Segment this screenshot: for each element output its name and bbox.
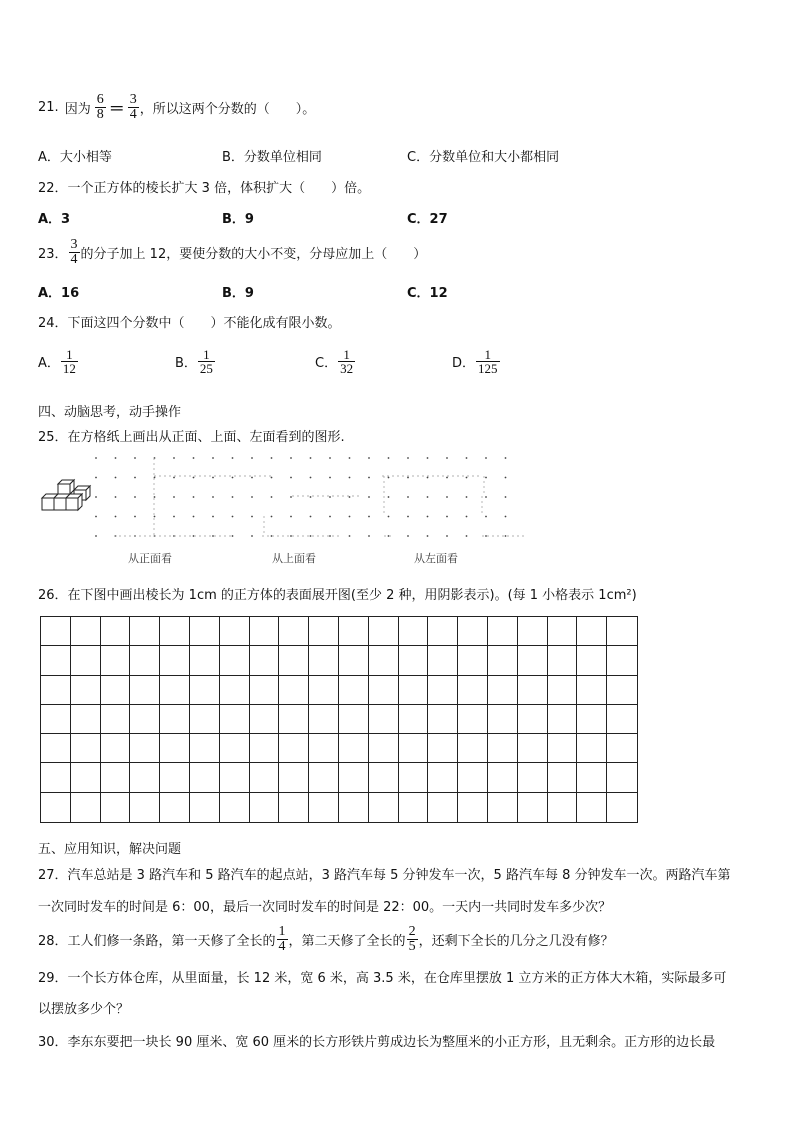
grid-dot bbox=[193, 516, 195, 518]
grid-dot bbox=[505, 477, 507, 479]
grid-dot bbox=[290, 477, 292, 479]
grid-dot bbox=[485, 457, 487, 459]
grid-cell[interactable] bbox=[339, 734, 369, 763]
grid-dot bbox=[466, 496, 468, 498]
question-27-line-2: 一次同时发车的时间是 6：00，最后一次同时发车的时间是 22：00。一天内一共同时发车多少次？ bbox=[38, 900, 612, 915]
grid-dot bbox=[251, 496, 253, 498]
grid-cell[interactable] bbox=[548, 646, 578, 675]
fraction: $\frac{1}{12}$ bbox=[62, 347, 76, 376]
grid-dot bbox=[193, 496, 195, 498]
grid-dot bbox=[271, 457, 273, 459]
grid-cell[interactable] bbox=[130, 646, 160, 675]
grid-cell[interactable] bbox=[607, 676, 637, 705]
grid-dot bbox=[329, 457, 331, 459]
grid-cell[interactable] bbox=[41, 793, 71, 822]
grid-dot bbox=[466, 477, 468, 479]
option-b: B．分数单位相同 bbox=[222, 150, 322, 165]
grid-dot bbox=[310, 477, 312, 479]
fraction: $\frac{1}{32}$ bbox=[340, 347, 354, 376]
grid-dot bbox=[427, 496, 429, 498]
fraction: $\frac{1}{25}$ bbox=[199, 347, 213, 376]
grid-cell[interactable] bbox=[220, 705, 250, 734]
option-c: C． $\frac{1}{32}$ bbox=[315, 347, 354, 376]
grid-dot bbox=[427, 535, 429, 537]
fraction: $\frac{2}{5}$ bbox=[408, 923, 416, 954]
option-a: A． $\frac{1}{12}$ bbox=[38, 347, 76, 376]
option-a: A．3 bbox=[38, 212, 71, 227]
question-24: 24．下面这四个分数中（ ）不能化成有限小数。 bbox=[38, 316, 341, 331]
grid-cell[interactable] bbox=[279, 617, 309, 646]
option-a: A．大小相等 bbox=[38, 150, 112, 165]
grid-cell[interactable] bbox=[220, 646, 250, 675]
grid-dot bbox=[349, 516, 351, 518]
grid-dot bbox=[349, 457, 351, 459]
grid-dot bbox=[95, 516, 97, 518]
grid-cell[interactable] bbox=[458, 646, 488, 675]
grid-dot bbox=[251, 457, 253, 459]
grid-cell[interactable] bbox=[369, 734, 399, 763]
grid-cell[interactable] bbox=[428, 705, 458, 734]
grid-cell[interactable] bbox=[220, 676, 250, 705]
grid-dot bbox=[134, 496, 136, 498]
grid-dot bbox=[173, 496, 175, 498]
grid-cell[interactable] bbox=[160, 676, 190, 705]
question-30-line-1: 30．李东东要把一块长 90 厘米、宽 60 厘米的长方形铁片剪成边长为整厘米的小正方形，且无剩余。正方形的边长最 bbox=[38, 1035, 716, 1050]
grid-cell[interactable] bbox=[577, 676, 607, 705]
grid-cell[interactable] bbox=[518, 617, 548, 646]
grid-dot bbox=[154, 516, 156, 518]
grid-dot bbox=[466, 535, 468, 537]
question-text-pre: 因为 bbox=[64, 101, 91, 117]
grid-cell[interactable] bbox=[369, 646, 399, 675]
grid-cell[interactable] bbox=[428, 617, 458, 646]
grid-dot bbox=[290, 457, 292, 459]
grid-cell[interactable] bbox=[309, 763, 339, 792]
fraction: $\frac{6}{8}$ bbox=[96, 91, 104, 122]
grid-cell[interactable] bbox=[577, 646, 607, 675]
grid-cell[interactable] bbox=[190, 617, 220, 646]
grid-dot bbox=[485, 477, 487, 479]
grid-cell[interactable] bbox=[577, 617, 607, 646]
grid-cell[interactable] bbox=[339, 676, 369, 705]
grid-cell[interactable] bbox=[488, 646, 518, 675]
grid-dot bbox=[368, 516, 370, 518]
fraction: $\frac{3}{4}$ bbox=[129, 91, 137, 122]
grid-dot bbox=[232, 457, 234, 459]
grid-cell[interactable] bbox=[518, 676, 548, 705]
grid-cell[interactable] bbox=[518, 763, 548, 792]
option-b: B． $\frac{1}{25}$ bbox=[175, 347, 213, 376]
grid-dot bbox=[388, 457, 390, 459]
grid-dot bbox=[290, 516, 292, 518]
grid-cell[interactable] bbox=[220, 763, 250, 792]
grid-cell[interactable] bbox=[518, 734, 548, 763]
grid-cell[interactable] bbox=[548, 793, 578, 822]
grid-cell[interactable] bbox=[41, 676, 71, 705]
grid-cell[interactable] bbox=[428, 646, 458, 675]
grid-cell[interactable] bbox=[41, 705, 71, 734]
grid-cell[interactable] bbox=[339, 617, 369, 646]
grid-dot bbox=[310, 516, 312, 518]
section-heading: 五、应用知识，解决问题 bbox=[38, 842, 182, 857]
grid-dot bbox=[349, 535, 351, 537]
grid-cell[interactable] bbox=[279, 676, 309, 705]
grid-dot bbox=[115, 516, 117, 518]
grid-dot bbox=[505, 496, 507, 498]
grid-cell[interactable] bbox=[160, 793, 190, 822]
grid-dot bbox=[485, 535, 487, 537]
grid-dot bbox=[446, 535, 448, 537]
option-b: B．9 bbox=[222, 286, 254, 301]
grid-cell[interactable] bbox=[101, 763, 131, 792]
grid-cell[interactable] bbox=[101, 793, 131, 822]
grid-dot bbox=[368, 477, 370, 479]
fraction: $\frac{1}{125}$ bbox=[478, 347, 498, 376]
grid-dot bbox=[271, 496, 273, 498]
grid-dot bbox=[485, 496, 487, 498]
grid-dot bbox=[407, 457, 409, 459]
grid-cell[interactable] bbox=[548, 676, 578, 705]
grid-dot bbox=[212, 516, 214, 518]
fraction: $\frac{1}{4}$ bbox=[278, 923, 286, 954]
grid-cell[interactable] bbox=[41, 646, 71, 675]
grid-dot bbox=[173, 477, 175, 479]
grid-cell[interactable] bbox=[190, 705, 220, 734]
question-29-line-2: 以摆放多少个？ bbox=[38, 1002, 130, 1017]
grid-cell[interactable] bbox=[458, 676, 488, 705]
grid-cell[interactable] bbox=[220, 793, 250, 822]
option-c: C．12 bbox=[407, 286, 448, 301]
grid-dot bbox=[251, 516, 253, 518]
grid-cell[interactable] bbox=[309, 734, 339, 763]
grid-dot bbox=[349, 496, 351, 498]
grid-dot bbox=[95, 477, 97, 479]
grid-cell[interactable] bbox=[101, 734, 131, 763]
grid-dot bbox=[115, 457, 117, 459]
grid-cell[interactable] bbox=[71, 734, 101, 763]
grid-dot bbox=[446, 516, 448, 518]
grid-cell[interactable] bbox=[458, 705, 488, 734]
grid-dot bbox=[329, 535, 331, 537]
question-number: 23． bbox=[38, 246, 68, 262]
grid-cell[interactable] bbox=[309, 793, 339, 822]
grid-dot bbox=[310, 457, 312, 459]
grid-dot bbox=[95, 496, 97, 498]
grid-dot bbox=[446, 496, 448, 498]
grid-cell[interactable] bbox=[607, 734, 637, 763]
grid-cell[interactable] bbox=[548, 617, 578, 646]
grid-cell[interactable] bbox=[71, 676, 101, 705]
grid-cell[interactable] bbox=[130, 793, 160, 822]
grid-dot bbox=[212, 496, 214, 498]
grid-cell[interactable] bbox=[250, 646, 280, 675]
grid-dot bbox=[232, 535, 234, 537]
grid-cell[interactable] bbox=[339, 705, 369, 734]
grid-cell[interactable] bbox=[190, 734, 220, 763]
grid-cell[interactable] bbox=[279, 646, 309, 675]
grid-dot bbox=[427, 516, 429, 518]
grid-dot bbox=[251, 477, 253, 479]
grid-dot bbox=[466, 516, 468, 518]
grid-cell[interactable] bbox=[130, 734, 160, 763]
option-d: D． $\frac{1}{125}$ bbox=[452, 347, 498, 376]
grid-dot bbox=[329, 516, 331, 518]
grid-cell[interactable] bbox=[518, 646, 548, 675]
grid-cell[interactable] bbox=[309, 617, 339, 646]
grid-cell[interactable] bbox=[160, 705, 190, 734]
grid-cell[interactable] bbox=[71, 705, 101, 734]
grid-cell[interactable] bbox=[428, 676, 458, 705]
grid-cell[interactable] bbox=[279, 763, 309, 792]
grid-cell[interactable] bbox=[488, 793, 518, 822]
grid-dot bbox=[485, 516, 487, 518]
grid-dot bbox=[134, 477, 136, 479]
grid-cell[interactable] bbox=[369, 763, 399, 792]
grid-dot bbox=[154, 496, 156, 498]
question-23 bbox=[38, 235, 426, 269]
grid-dot bbox=[446, 457, 448, 459]
equals-sign: ＝ bbox=[108, 98, 125, 118]
grid-cell[interactable] bbox=[160, 763, 190, 792]
grid-dot bbox=[388, 516, 390, 518]
question-text: 的分子加上 12，要使分数的大小不变，分母应加上（ ） bbox=[80, 246, 427, 262]
grid-cell[interactable] bbox=[607, 646, 637, 675]
caption-front-view: 从正面看 bbox=[128, 552, 172, 565]
grid-cell[interactable] bbox=[488, 676, 518, 705]
question-28: 28．工人们修一条路，第一天修了全长的 $\frac{1}{4}$ ，第二天修了全长的 $\frac{2}{5}$ ，还剩下全长的几分之几没有修？ bbox=[38, 923, 614, 954]
grid-cell[interactable] bbox=[458, 763, 488, 792]
grid-cell[interactable] bbox=[279, 705, 309, 734]
grid-cell[interactable] bbox=[577, 705, 607, 734]
question-number: 21. bbox=[38, 99, 59, 115]
grid-cell[interactable] bbox=[130, 705, 160, 734]
question-27-line-1: 27．汽车总站是 3 路汽车和 5 路汽车的起点站，3 路汽车每 5 分钟发车一次，5 路汽车每 8 分钟发车一次。两路汽车第 bbox=[38, 868, 731, 883]
grid-dot bbox=[232, 496, 234, 498]
fraction: $\frac{3}{4}$ bbox=[70, 236, 78, 267]
grid-cell[interactable] bbox=[101, 676, 131, 705]
grid-cell[interactable] bbox=[399, 617, 429, 646]
grid-dot bbox=[232, 477, 234, 479]
grid-cell[interactable] bbox=[130, 676, 160, 705]
grid-cell[interactable] bbox=[220, 734, 250, 763]
grid-cell[interactable] bbox=[488, 705, 518, 734]
question-25: 25．在方格纸上画出从正面、上面、左面看到的图形. bbox=[38, 430, 345, 445]
grid-dot bbox=[290, 535, 292, 537]
square-grid[interactable] bbox=[40, 616, 638, 823]
grid-cell[interactable] bbox=[160, 646, 190, 675]
grid-cell[interactable] bbox=[458, 617, 488, 646]
grid-cell[interactable] bbox=[160, 617, 190, 646]
grid-dot bbox=[134, 516, 136, 518]
grid-cell[interactable] bbox=[220, 617, 250, 646]
grid-cell[interactable] bbox=[41, 734, 71, 763]
grid-cell[interactable] bbox=[399, 676, 429, 705]
grid-cell[interactable] bbox=[41, 617, 71, 646]
grid-cell[interactable] bbox=[607, 793, 637, 822]
grid-dot bbox=[407, 516, 409, 518]
grid-cell[interactable] bbox=[488, 617, 518, 646]
grid-dot bbox=[368, 535, 370, 537]
grid-dot bbox=[173, 457, 175, 459]
grid-cell[interactable] bbox=[339, 763, 369, 792]
grid-cell[interactable] bbox=[428, 793, 458, 822]
grid-dot bbox=[310, 496, 312, 498]
grid-dot bbox=[329, 477, 331, 479]
cube-stack-figure bbox=[38, 476, 94, 518]
grid-dot bbox=[427, 457, 429, 459]
grid-cell[interactable] bbox=[71, 793, 101, 822]
grid-cell[interactable] bbox=[190, 646, 220, 675]
grid-cell[interactable] bbox=[250, 793, 280, 822]
question-29-line-1: 29．一个长方体仓库，从里面量，长 12 米，宽 6 米，高 3.5 米，在仓库里摆放 1 立方米的正方体大木箱，实际最多可 bbox=[38, 971, 727, 986]
grid-cell[interactable] bbox=[458, 734, 488, 763]
grid-cell[interactable] bbox=[250, 676, 280, 705]
grid-dot bbox=[505, 457, 507, 459]
option-a: A．16 bbox=[38, 286, 80, 301]
grid-cell[interactable] bbox=[369, 705, 399, 734]
grid-cell[interactable] bbox=[309, 676, 339, 705]
grid-cell[interactable] bbox=[71, 763, 101, 792]
option-c: C．分数单位和大小都相同 bbox=[407, 150, 560, 165]
grid-dot bbox=[290, 496, 292, 498]
grid-dot bbox=[115, 496, 117, 498]
grid-cell[interactable] bbox=[577, 793, 607, 822]
grid-dot bbox=[134, 457, 136, 459]
grid-dot bbox=[407, 535, 409, 537]
grid-cell[interactable] bbox=[607, 617, 637, 646]
question-text-post: ，所以这两个分数的（ ）。 bbox=[139, 101, 316, 117]
grid-cell[interactable] bbox=[518, 793, 548, 822]
grid-cell[interactable] bbox=[190, 793, 220, 822]
caption-top-view: 从上面看 bbox=[272, 552, 316, 565]
grid-dot bbox=[173, 516, 175, 518]
grid-dot bbox=[388, 477, 390, 479]
grid-cell[interactable] bbox=[339, 646, 369, 675]
grid-cell[interactable] bbox=[607, 705, 637, 734]
grid-dot bbox=[212, 535, 214, 537]
grid-cell[interactable] bbox=[518, 705, 548, 734]
grid-dot bbox=[95, 457, 97, 459]
grid-cell[interactable] bbox=[250, 734, 280, 763]
grid-dot bbox=[368, 496, 370, 498]
grid-cell[interactable] bbox=[279, 793, 309, 822]
grid-cell[interactable] bbox=[250, 763, 280, 792]
grid-dot bbox=[388, 496, 390, 498]
grid-cell[interactable] bbox=[339, 793, 369, 822]
grid-dot bbox=[115, 477, 117, 479]
grid-cell[interactable] bbox=[399, 793, 429, 822]
grid-cell[interactable] bbox=[190, 763, 220, 792]
grid-dot bbox=[466, 457, 468, 459]
grid-cell[interactable] bbox=[41, 763, 71, 792]
option-b: B．9 bbox=[222, 212, 254, 227]
grid-cell[interactable] bbox=[577, 763, 607, 792]
question-22: 22．一个正方体的棱长扩大 3 倍，体积扩大（ ）倍。 bbox=[38, 181, 371, 196]
grid-cell[interactable] bbox=[190, 676, 220, 705]
grid-dot bbox=[212, 457, 214, 459]
grid-dot bbox=[349, 477, 351, 479]
grid-cell[interactable] bbox=[607, 763, 637, 792]
grid-cell[interactable] bbox=[548, 705, 578, 734]
grid-dot bbox=[271, 516, 273, 518]
grid-cell[interactable] bbox=[458, 793, 488, 822]
grid-dot bbox=[95, 535, 97, 537]
section-heading: 四、动脑思考，动手操作 bbox=[38, 405, 182, 420]
grid-dot bbox=[329, 496, 331, 498]
grid-cell[interactable] bbox=[309, 705, 339, 734]
grid-cell[interactable] bbox=[488, 734, 518, 763]
grid-cell[interactable] bbox=[101, 646, 131, 675]
caption-left-view: 从左面看 bbox=[414, 552, 458, 565]
grid-dot bbox=[407, 496, 409, 498]
grid-cell[interactable] bbox=[488, 763, 518, 792]
grid-cell[interactable] bbox=[399, 646, 429, 675]
grid-cell[interactable] bbox=[250, 617, 280, 646]
grid-dot bbox=[251, 535, 253, 537]
grid-cell[interactable] bbox=[428, 763, 458, 792]
grid-dot bbox=[407, 477, 409, 479]
question-21 bbox=[38, 90, 315, 124]
grid-dot bbox=[427, 477, 429, 479]
grid-cell[interactable] bbox=[130, 763, 160, 792]
grid-cell[interactable] bbox=[101, 617, 131, 646]
grid-cell[interactable] bbox=[250, 705, 280, 734]
grid-cell[interactable] bbox=[309, 646, 339, 675]
grid-cell[interactable] bbox=[428, 734, 458, 763]
grid-cell[interactable] bbox=[369, 617, 399, 646]
grid-cell[interactable] bbox=[399, 734, 429, 763]
grid-cell[interactable] bbox=[399, 705, 429, 734]
grid-cell[interactable] bbox=[548, 763, 578, 792]
grid-dot bbox=[368, 457, 370, 459]
dotted-grid-paper[interactable] bbox=[92, 454, 528, 546]
option-c: C．27 bbox=[407, 212, 448, 227]
grid-dot bbox=[505, 535, 507, 537]
grid-dot bbox=[193, 457, 195, 459]
grid-dot bbox=[505, 516, 507, 518]
grid-dot bbox=[212, 477, 214, 479]
grid-dot bbox=[446, 477, 448, 479]
grid-dot bbox=[271, 477, 273, 479]
question-26: 26．在下图中画出棱长为 1cm 的正方体的表面展开图(至少 2 种，用阴影表示)。(每 1 小格表示 1cm²) bbox=[38, 588, 637, 603]
grid-dot bbox=[232, 516, 234, 518]
grid-cell[interactable] bbox=[577, 734, 607, 763]
grid-cell[interactable] bbox=[130, 617, 160, 646]
grid-cell[interactable] bbox=[101, 705, 131, 734]
grid-cell[interactable] bbox=[160, 734, 190, 763]
grid-dot bbox=[193, 477, 195, 479]
grid-cell[interactable] bbox=[71, 646, 101, 675]
grid-cell[interactable] bbox=[399, 763, 429, 792]
grid-cell[interactable] bbox=[548, 734, 578, 763]
grid-cell[interactable] bbox=[279, 734, 309, 763]
grid-cell[interactable] bbox=[369, 793, 399, 822]
grid-dot bbox=[310, 535, 312, 537]
grid-cell[interactable] bbox=[71, 617, 101, 646]
grid-cell[interactable] bbox=[369, 676, 399, 705]
